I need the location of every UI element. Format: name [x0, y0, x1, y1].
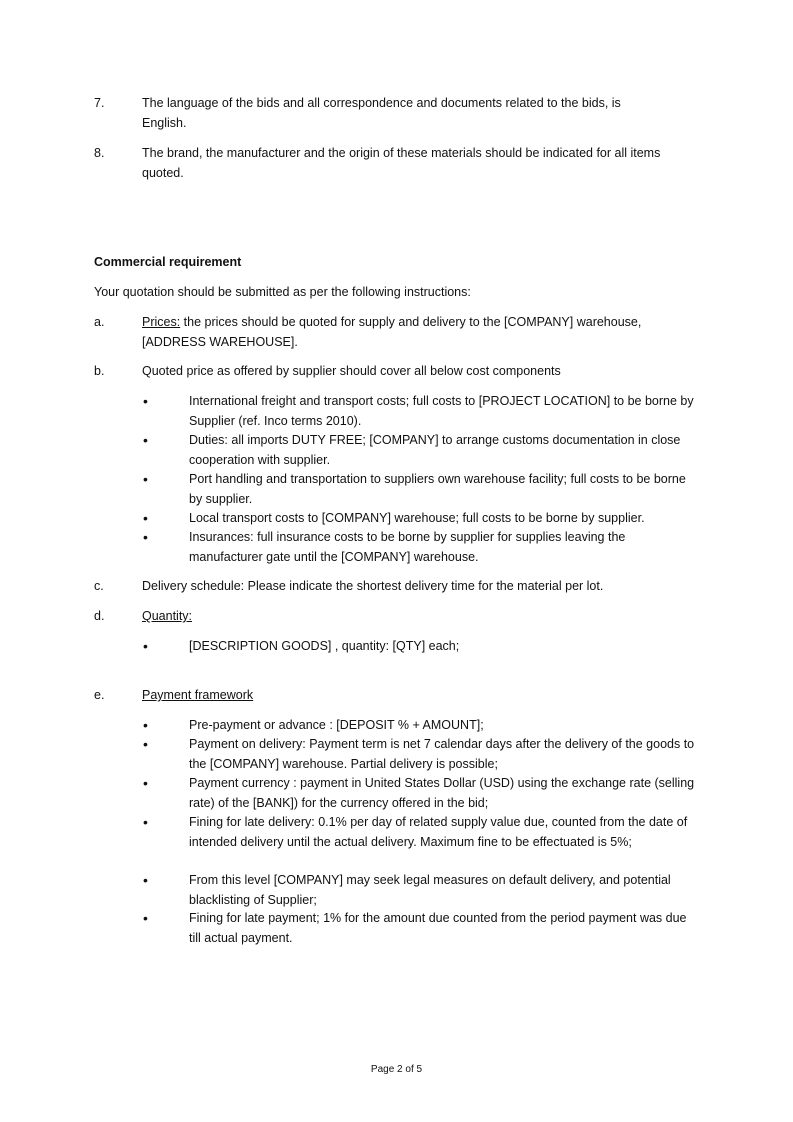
bullet-icon: •	[143, 529, 148, 545]
item-letter: b.	[94, 364, 105, 378]
bullet-icon: •	[143, 814, 148, 830]
item-letter: e.	[94, 688, 105, 702]
bullet-icon: •	[143, 910, 148, 926]
item-text	[142, 313, 687, 352]
item-text: The brand, the manufacturer and the origin of these materials should be indicated for all items quoted.	[142, 146, 661, 180]
bullet-text: From this level [COMPANY] may seek legal measures on default delivery, and potential blacklisting of Supplier;	[189, 873, 671, 907]
prices-label: Prices:	[142, 315, 181, 329]
bullet-text: Port handling and transportation to suppliers own warehouse facility; full costs to be borne by supplier.	[189, 472, 686, 506]
intro-text: Your quotation should be submitted as per the following instructions:	[94, 285, 471, 299]
prices-text: the prices should be quoted for supply and delivery to the [COMPANY] warehouse, [ADDRESS WAREHOUSE].	[142, 315, 642, 349]
section-heading: Commercial requirement	[94, 255, 242, 269]
item-text: Delivery schedule: Please indicate the shortest delivery time for the material per lot.	[142, 579, 604, 593]
item-text: The language of the bids and all correspondence and documents related to the bids, is English.	[142, 96, 621, 130]
bullet-icon: •	[143, 775, 148, 791]
bullet-text: Fining for late payment; 1% for the amount due counted from the period payment was due till actual payment.	[189, 911, 687, 945]
bullet-icon: •	[143, 510, 148, 526]
item-letter: d.	[94, 609, 105, 623]
bullet-icon: •	[143, 638, 148, 654]
payment-framework-label: Payment framework	[142, 688, 254, 702]
bullet-icon: •	[143, 717, 148, 733]
bullet-icon: •	[143, 736, 148, 752]
item-letter: a.	[94, 315, 105, 329]
bullet-text: Payment on delivery: Payment term is net 7 calendar days after the delivery of the goods to the [COMPANY] warehouse. Partial delivery is possible;	[189, 737, 695, 771]
bullet-text: Pre-payment or advance : [DEPOSIT % + AMOUNT];	[189, 718, 484, 732]
bullet-text: Local transport costs to [COMPANY] warehouse; full costs to be borne by supplier.	[189, 511, 645, 525]
bullet-text: Fining for late delivery: 0.1% per day of related supply value due, counted from the date of intended delivery until the actual delivery. Maximum fine to be effectuated is 5%;	[189, 815, 688, 849]
bullet-icon: •	[143, 471, 148, 487]
bullet-icon: •	[143, 393, 148, 409]
item-letter: c.	[94, 579, 104, 593]
bullet-icon: •	[143, 432, 148, 448]
bullet-icon: •	[143, 872, 148, 888]
item-number: 8.	[94, 146, 105, 160]
bullet-text: International freight and transport costs; full costs to [PROJECT LOCATION] to be borne by Supplier (ref. Inco terms 2010).	[189, 394, 694, 428]
item-number: 7.	[94, 96, 105, 110]
item-text: Quoted price as offered by supplier should cover all below cost components	[142, 364, 561, 378]
bullet-text: Duties: all imports DUTY FREE; [COMPANY] to arrange customs documentation in close cooperation with supplier.	[189, 433, 681, 467]
page-footer: Page 2 of 5	[370, 1064, 423, 1075]
bullet-text: Insurances: full insurance costs to be borne by supplier for supplies leaving the manufacturer gate until the [COMPANY] warehouse.	[189, 530, 626, 564]
bullet-text: Payment currency : payment in United States Dollar (USD) using the exchange rate (selling rate) of the [BANK]) for the currency offered in the bid;	[189, 776, 695, 810]
quantity-label: Quantity:	[142, 609, 193, 623]
bullet-text: [DESCRIPTION GOODS] , quantity: [QTY] each;	[189, 639, 460, 653]
